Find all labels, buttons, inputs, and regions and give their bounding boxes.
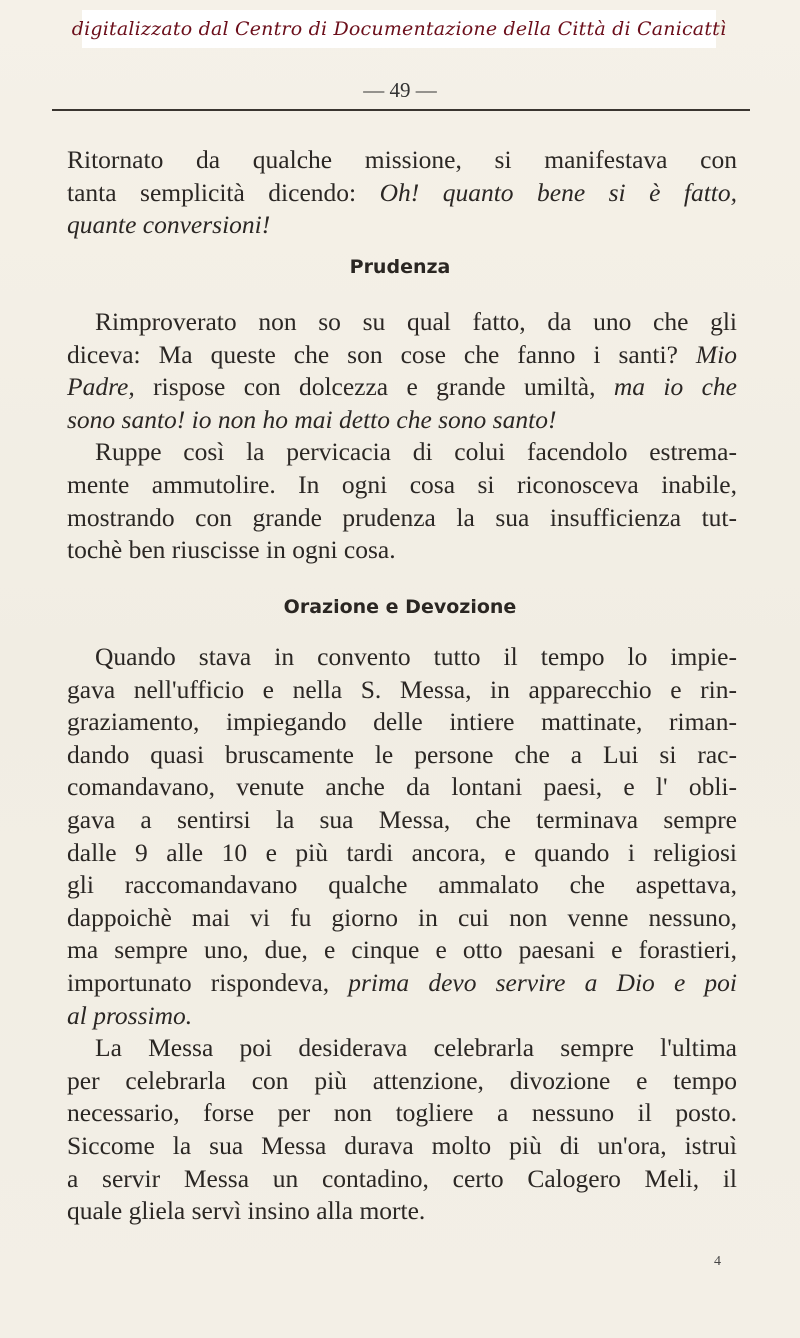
line-text: mente ammutolire. In ogni cosa si riconosceva inabile, xyxy=(67,469,737,499)
text-line xyxy=(67,674,737,707)
line-text: ma sempre uno, due, e cinque e otto paesani e forastieri, xyxy=(67,935,737,965)
line-text: rispose con dolcezza e grande umiltà, xyxy=(134,372,614,402)
text-line xyxy=(67,1032,737,1065)
line-text: dalle 9 alle 10 e più tardi ancora, e quando i religiosi xyxy=(67,837,737,867)
line-text: mostrando con grande prudenza la sua insufficienza tut- xyxy=(67,502,737,532)
header-rule xyxy=(52,109,750,111)
heading-prudenza: Prudenza xyxy=(349,256,451,278)
line-text: dando quasi bruscamente le persone che a Lui si rac- xyxy=(67,739,737,769)
text-line xyxy=(67,339,737,372)
line-text: dappoichè mai vi fu giorno in cui non venne nessuno, xyxy=(67,902,737,932)
digitization-watermark xyxy=(71,10,727,48)
page-number: — 49 — xyxy=(363,78,437,102)
text-line xyxy=(67,1097,737,1130)
italic-text: sono santo! io non ho mai detto che sono santo! xyxy=(67,404,557,434)
italic-text: quante conversioni! xyxy=(67,210,271,240)
text-line xyxy=(67,804,737,837)
paragraph-prudenza xyxy=(67,306,737,567)
text-line xyxy=(67,306,737,339)
text-line xyxy=(67,177,737,210)
text-line xyxy=(67,209,737,242)
watermark-text: digitalizzato dal Centro di Documentazione della Città di Canicattì xyxy=(71,18,727,40)
text-line xyxy=(67,371,737,404)
line-text: graziamento, impiegando delle intiere mattinate, riman- xyxy=(67,707,737,737)
text-line xyxy=(67,404,737,437)
line-text: comandavano, venute anche da lontani paesi, e l' obli- xyxy=(67,772,737,802)
text-line xyxy=(67,502,737,535)
signature-mark: 4 xyxy=(714,1254,721,1269)
line-text: gava nell'ufficio e nella S. Messa, in apparecchio e rin- xyxy=(67,674,737,704)
text-line xyxy=(67,902,737,935)
line-text: Ruppe così la pervicacia di colui facendolo estrema- xyxy=(95,437,737,467)
text-line xyxy=(67,144,737,177)
line-text: a servir Messa un contadino, certo Calogero Meli, il xyxy=(67,1163,737,1193)
text-line xyxy=(67,1000,737,1033)
italic-text: Oh! quanto bene si è fatto, xyxy=(379,177,737,207)
line-text: importunato rispondeva, xyxy=(67,967,349,997)
line-text: tanta semplicità dicendo: xyxy=(67,177,380,207)
text-line xyxy=(67,706,737,739)
text-line xyxy=(67,436,737,469)
line-text: diceva: Ma queste che son cose che fanno i santi? xyxy=(67,339,696,369)
text-line xyxy=(67,469,737,502)
text-line xyxy=(67,837,737,870)
text-line xyxy=(67,534,737,567)
line-text: gli raccomandavano qualche ammalato che aspettava, xyxy=(67,870,737,900)
line-text: per celebrarla con più attenzione, divozione e tempo xyxy=(67,1065,737,1095)
italic-text: prima devo servire a Dio e poi xyxy=(348,967,737,997)
paragraph-orazione xyxy=(67,641,737,1228)
italic-text: Padre, xyxy=(67,372,135,402)
text-line xyxy=(67,739,737,772)
text-line xyxy=(67,934,737,967)
text-line xyxy=(67,771,737,804)
line-text: Rimproverato non so su qual fatto, da uno che gli xyxy=(95,307,737,336)
text-line xyxy=(67,1195,737,1228)
heading-orazione-devozione: Orazione e Devozione xyxy=(283,596,517,618)
text-line xyxy=(67,641,737,674)
text-line xyxy=(67,1163,737,1196)
line-text: Siccome la sua Messa durava molto più di un'ora, istruì xyxy=(67,1130,737,1160)
paragraph-missione xyxy=(67,144,737,242)
text-line xyxy=(67,967,737,1000)
line-text: Ritornato da qualche missione, si manifestava con xyxy=(67,145,737,174)
line-text: quale gliela servì insino alla morte. xyxy=(67,1196,426,1226)
line-text: gava a sentirsi la sua Messa, che terminava sempre xyxy=(67,804,737,834)
line-text: necessario, forse per non togliere a nessuno il posto. xyxy=(67,1098,737,1128)
italic-text: al prossimo. xyxy=(67,1000,193,1030)
line-text: Quando stava in convento tutto il tempo lo impie- xyxy=(95,642,737,671)
line-text: La Messa poi desiderava celebrarla sempre l'ultima xyxy=(95,1033,737,1063)
text-line xyxy=(67,1130,737,1163)
text-line xyxy=(67,1065,737,1098)
italic-text: Mio xyxy=(695,339,737,369)
italic-text: ma io che xyxy=(613,372,737,402)
line-text: tochè ben riuscisse in ogni cosa. xyxy=(67,535,396,565)
text-line xyxy=(67,869,737,902)
